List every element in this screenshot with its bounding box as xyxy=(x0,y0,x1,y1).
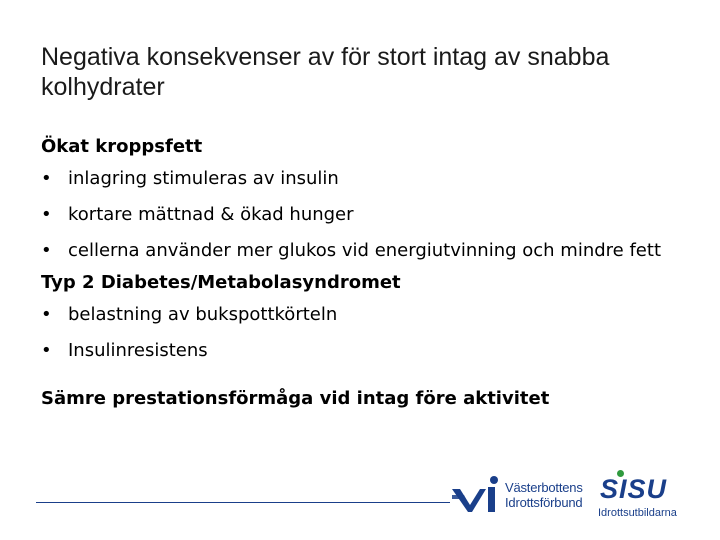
slide-content xyxy=(41,132,681,414)
vasterbottens-idrottsforbund-logo xyxy=(450,475,595,515)
bullet-text: belastning av bukspottkörteln xyxy=(68,304,338,325)
sisu-logo-name: SISU xyxy=(600,474,668,504)
final-heading: Sämre prestationsförmåga vid intag före aktivitet xyxy=(41,388,550,409)
sisu-logo xyxy=(598,468,698,520)
list-item xyxy=(41,168,681,190)
slide-title: Negativa konsekvenser av för stort intag av snabba kolhydrater xyxy=(41,43,610,101)
list-item xyxy=(41,304,681,326)
bullet-icon: • xyxy=(41,340,52,361)
bullet-list xyxy=(41,304,681,362)
list-item xyxy=(41,204,681,226)
vasterbottens-logo-text xyxy=(505,480,583,510)
bullet-icon: • xyxy=(41,204,52,225)
footer-divider xyxy=(36,502,450,503)
section-heading: Typ 2 Diabetes/Metabolasyndromet xyxy=(41,272,401,293)
bullet-icon: • xyxy=(41,168,52,189)
sisu-logo-subtitle: Idrottsutbildarna xyxy=(598,507,677,519)
bullet-text: kortare mättnad & ökad hunger xyxy=(68,204,354,225)
section-heading: Ökat kroppsfett xyxy=(41,136,203,157)
list-item xyxy=(41,240,681,262)
list-item xyxy=(41,340,681,362)
bullet-text: cellerna använder mer glukos vid energiutvinning och mindre fett xyxy=(68,240,661,261)
bullet-icon: • xyxy=(41,304,52,325)
bullet-text: Insulinresistens xyxy=(68,340,208,361)
vasterbottens-emblem-icon xyxy=(450,475,502,515)
bullet-icon: • xyxy=(41,240,52,261)
logo-line-1: Västerbottens xyxy=(505,480,583,495)
bullet-text: inlagring stimuleras av insulin xyxy=(68,168,339,189)
bullet-list xyxy=(41,168,681,262)
logo-line-2: Idrottsförbund xyxy=(505,495,583,510)
